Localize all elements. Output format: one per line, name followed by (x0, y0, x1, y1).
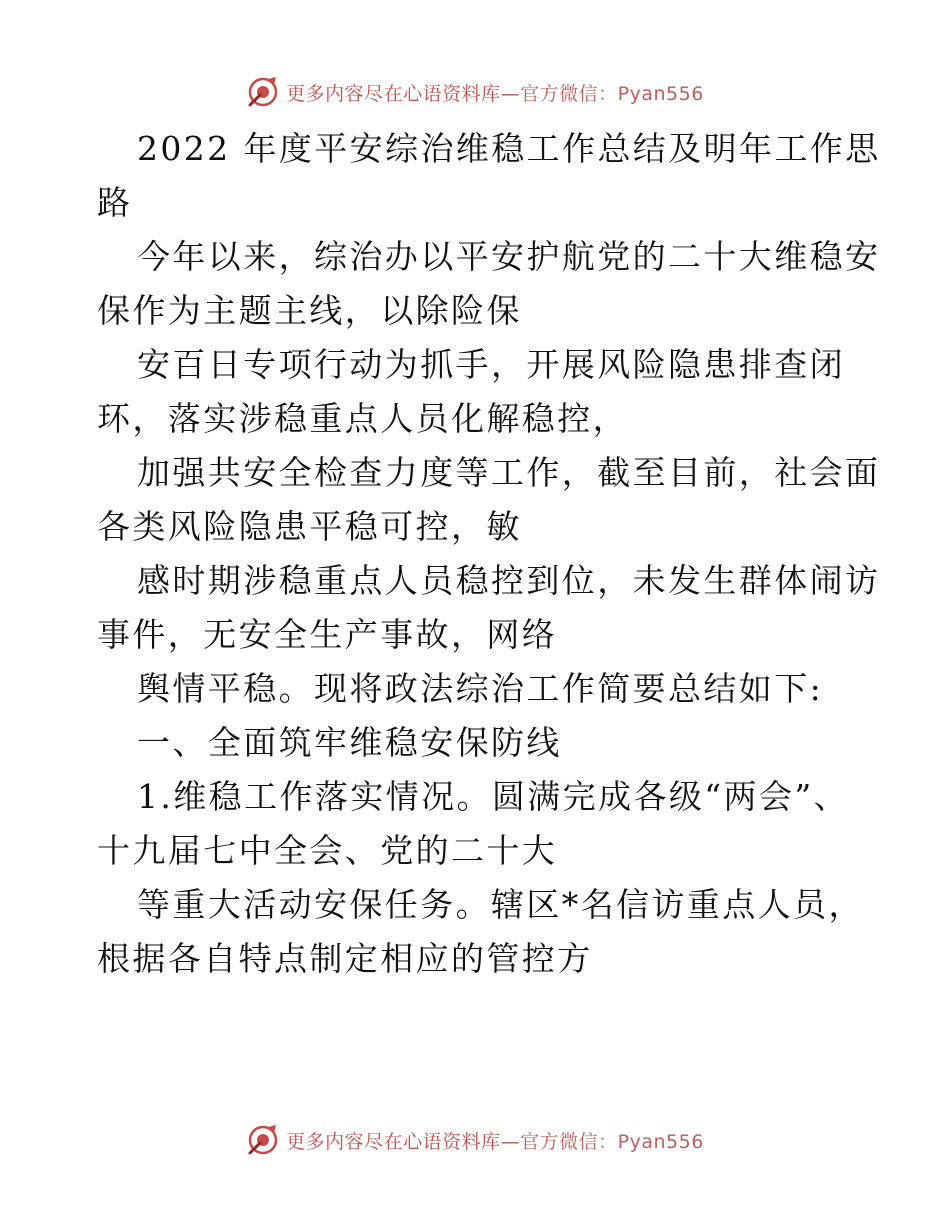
header-watermark (0, 72, 950, 112)
watermark-wechat-text: 官方微信：Pyan556 (520, 1130, 704, 1153)
paragraph-line: 各类风险隐患平稳可控，敏 (97, 507, 522, 546)
paragraph-line: 感时期涉稳重点人员稳控到位，未发生群体闹访 (137, 561, 881, 600)
watermark-separator: — (500, 1130, 521, 1153)
paragraph-line: 1.维稳工作落实情况。圆满完成各级“两会”、 (137, 777, 850, 816)
watermark-text (286, 1127, 704, 1154)
watermark-separator: — (500, 82, 521, 105)
section-heading: 一、全面筑牢维稳安保防线 (137, 723, 562, 762)
watermark-text (286, 79, 704, 106)
paragraph-line: 环，落实涉稳重点人员化解稳控， (97, 399, 628, 438)
watermark-site-text: 更多内容尽在心语资料库 (286, 1130, 501, 1153)
footer-watermark (0, 1120, 950, 1160)
paragraph-line: 保作为主题主线，以除险保 (97, 291, 522, 330)
quill-seal-icon (246, 75, 280, 109)
quill-seal-icon (246, 1123, 280, 1157)
watermark-site-text: 更多内容尽在心语资料库 (286, 82, 501, 105)
paragraph-line: 加强共安全检查力度等工作，截至目前，社会面 (137, 453, 881, 492)
paragraph-line: 事件，无安全生产事故，网络 (97, 615, 558, 654)
paragraph-line: 等重大活动安保任务。辖区*名信访重点人员， (137, 885, 864, 924)
paragraph-line: 根据各自特点制定相应的管控方 (97, 939, 593, 978)
document-title-line-1: 2022 年度平安综治维稳工作总结及明年工作思 (137, 129, 881, 168)
watermark-wechat-text: 官方微信：Pyan556 (520, 82, 704, 105)
paragraph-line: 十九届七中全会、党的二十大 (97, 831, 558, 870)
document-title-line-2: 路 (97, 183, 133, 222)
document-body (97, 122, 881, 986)
paragraph-line: 安百日专项行动为抓手，开展风险隐患排查闭 (137, 345, 845, 384)
paragraph-line: 今年以来，综治办以平安护航党的二十大维稳安 (137, 237, 881, 276)
paragraph-line: 舆情平稳。现将政法综治工作简要总结如下: (137, 669, 824, 708)
